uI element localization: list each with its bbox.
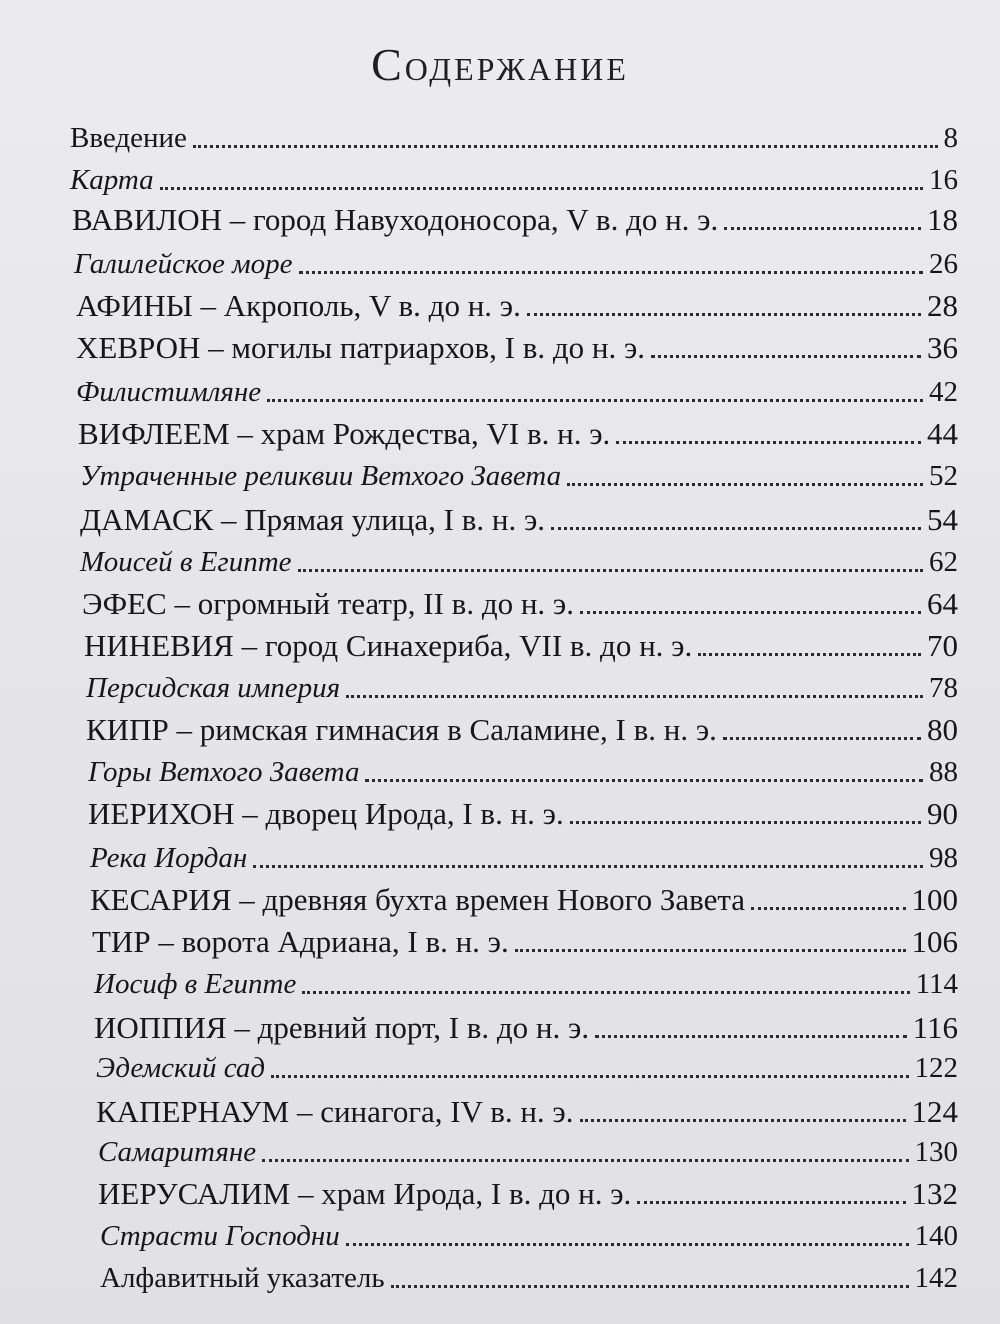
dot-leader: [346, 694, 923, 698]
dot-leader: [193, 144, 938, 148]
toc-entry: [86, 710, 958, 750]
dot-leader: [580, 1118, 906, 1122]
toc-entry-page-number: 70: [927, 628, 958, 663]
dot-leader: [580, 610, 921, 614]
toc-entry: [96, 1048, 958, 1088]
toc-entry-page-number: 80: [927, 712, 958, 747]
toc-entry-label: ВАВИЛОН – город Навуходоносора, V в. до н. э.: [72, 202, 719, 237]
toc-entry-page-number: 132: [911, 1176, 958, 1211]
toc-entry-page-number: 64: [927, 586, 958, 621]
toc-entry-label: Алфавитный указатель: [100, 1262, 385, 1294]
toc-entry-page-number: 98: [929, 842, 958, 874]
dot-leader: [567, 482, 923, 486]
dot-leader: [302, 990, 909, 994]
dot-leader: [551, 526, 921, 530]
toc-entry: [76, 286, 958, 326]
toc-entry-page-number: 36: [927, 330, 958, 365]
toc-entry-label: ВИФЛЕЕМ – храм Рождества, VI в. н. э.: [78, 416, 611, 451]
toc-entry: [76, 372, 958, 412]
dot-leader: [527, 312, 921, 316]
dot-leader: [271, 1074, 908, 1078]
dot-leader: [616, 440, 921, 444]
toc-entry-page-number: 100: [911, 882, 958, 917]
dot-leader: [391, 1284, 909, 1288]
dot-leader: [724, 226, 921, 230]
toc-entry-page-number: 140: [914, 1220, 958, 1252]
toc-entry: [84, 626, 958, 666]
toc-entry: [74, 244, 958, 284]
toc-entry-label: ЭФЕС – огромный театр, II в. до н. э.: [82, 586, 574, 621]
toc-entry-page-number: 78: [929, 672, 958, 704]
toc-entry: [76, 328, 958, 368]
dot-leader: [515, 948, 906, 952]
toc-entry-page-number: 130: [914, 1136, 958, 1168]
dot-leader: [253, 864, 923, 868]
toc-entry-label: ТИР – ворота Адриана, I в. н. э.: [92, 924, 509, 959]
toc-entry: [72, 200, 958, 240]
toc-entry: [80, 500, 958, 540]
dot-leader: [637, 1200, 905, 1204]
dot-leader: [651, 354, 921, 358]
toc-entry-page-number: 42: [929, 376, 958, 408]
toc-entry-page-number: 122: [914, 1052, 958, 1084]
toc-entry-label: ХЕВРОН – могилы патриархов, I в. до н. э.: [76, 330, 646, 365]
toc-entry-label: Утраченные реликвии Ветхого Завета: [80, 460, 562, 492]
toc-entry: [78, 414, 958, 454]
dot-leader: [346, 1242, 909, 1246]
toc-entry-page-number: 16: [929, 164, 958, 196]
dot-leader: [751, 906, 905, 910]
toc-entry-label: ИОППИЯ – древний порт, I в. до н. э.: [94, 1010, 590, 1045]
toc-entry-label: ДАМАСК – Прямая улица, I в. н. э.: [80, 502, 546, 537]
toc-entry: [96, 1092, 958, 1132]
toc-entry-page-number: 8: [943, 122, 958, 154]
toc-entry-page-number: 124: [911, 1094, 958, 1129]
toc-entry-label: Персидская империя: [86, 672, 341, 704]
toc-entry-label: Филистимляне: [76, 376, 262, 408]
toc-entry: [88, 794, 958, 834]
toc-entry: [90, 880, 958, 920]
toc-entry-label: Иосиф в Египте: [94, 968, 297, 1000]
dot-leader: [570, 820, 921, 824]
dot-leader: [698, 652, 921, 656]
toc-entry-page-number: 142: [914, 1262, 958, 1294]
toc-entry-page-number: 88: [929, 756, 958, 788]
toc-entry-page-number: 26: [929, 248, 958, 280]
dot-leader: [160, 186, 923, 190]
toc-entry-label: Самаритяне: [98, 1136, 257, 1168]
toc-entry: [100, 1258, 958, 1298]
toc-entry: [82, 584, 958, 624]
toc-entry-label: Карта: [70, 164, 154, 196]
toc-entry-page-number: 90: [927, 796, 958, 831]
toc-entry-label: КЕСАРИЯ – древняя бухта времен Нового Завета: [90, 882, 746, 917]
toc-entry-page-number: 44: [927, 416, 958, 451]
toc-entry: [90, 838, 958, 878]
toc-entry-page-number: 18: [927, 202, 958, 237]
toc-entry: [98, 1132, 958, 1172]
toc-entry: [70, 160, 958, 200]
toc-entry-page-number: 54: [927, 502, 958, 537]
toc-entry: [94, 964, 958, 1004]
toc-entry-label: Река Иордан: [90, 842, 248, 874]
dot-leader: [365, 778, 923, 782]
toc-entry: [80, 542, 958, 582]
toc-entry: [88, 752, 958, 792]
dot-leader: [298, 568, 923, 572]
toc-entry-label: Эдемский сад: [96, 1052, 266, 1084]
toc-entry-page-number: 106: [911, 924, 958, 959]
toc-entry-label: Страсти Господни: [100, 1220, 340, 1252]
dot-leader: [262, 1158, 908, 1162]
dot-leader: [267, 398, 923, 402]
toc-entry-label: АФИНЫ – Акрополь, V в. до н. э.: [76, 288, 521, 323]
toc-entry: [94, 1008, 958, 1048]
toc-entry-label: КАПЕРНАУМ – синагога, IV в. н. э.: [96, 1094, 574, 1129]
toc-entry-label: Галилейское море: [74, 248, 293, 280]
toc-entry: [70, 118, 958, 158]
toc-entry: [80, 456, 958, 496]
toc-entry: [86, 668, 958, 708]
toc-entry-page-number: 116: [912, 1010, 958, 1045]
toc-entry: [92, 922, 958, 962]
toc-entry-label: НИНЕВИЯ – город Синахериба, VII в. до н. э.: [84, 628, 693, 663]
toc-entry-page-number: 114: [915, 968, 958, 1000]
toc-entry-page-number: 62: [929, 546, 958, 578]
toc-entry-label: Моисей в Египте: [80, 546, 292, 578]
dot-leader: [299, 270, 924, 274]
toc-entry-page-number: 52: [929, 460, 958, 492]
page-title: Содержание: [371, 39, 629, 90]
dot-leader: [723, 736, 921, 740]
toc-entry: [98, 1174, 958, 1214]
toc-entry-label: Горы Ветхого Завета: [88, 756, 360, 788]
toc-entry-label: ИЕРИХОН – дворец Ирода, I в. н. э.: [88, 796, 564, 831]
toc-entry-label: ИЕРУСАЛИМ – храм Ирода, I в. до н. э.: [98, 1176, 632, 1211]
toc-entry: [100, 1216, 958, 1256]
dot-leader: [595, 1034, 907, 1038]
toc-entry-label: КИПР – римская гимнасия в Саламине, I в. н. э.: [86, 712, 717, 747]
toc-entry-page-number: 28: [927, 288, 958, 323]
toc-entry-label: Введение: [70, 122, 187, 154]
